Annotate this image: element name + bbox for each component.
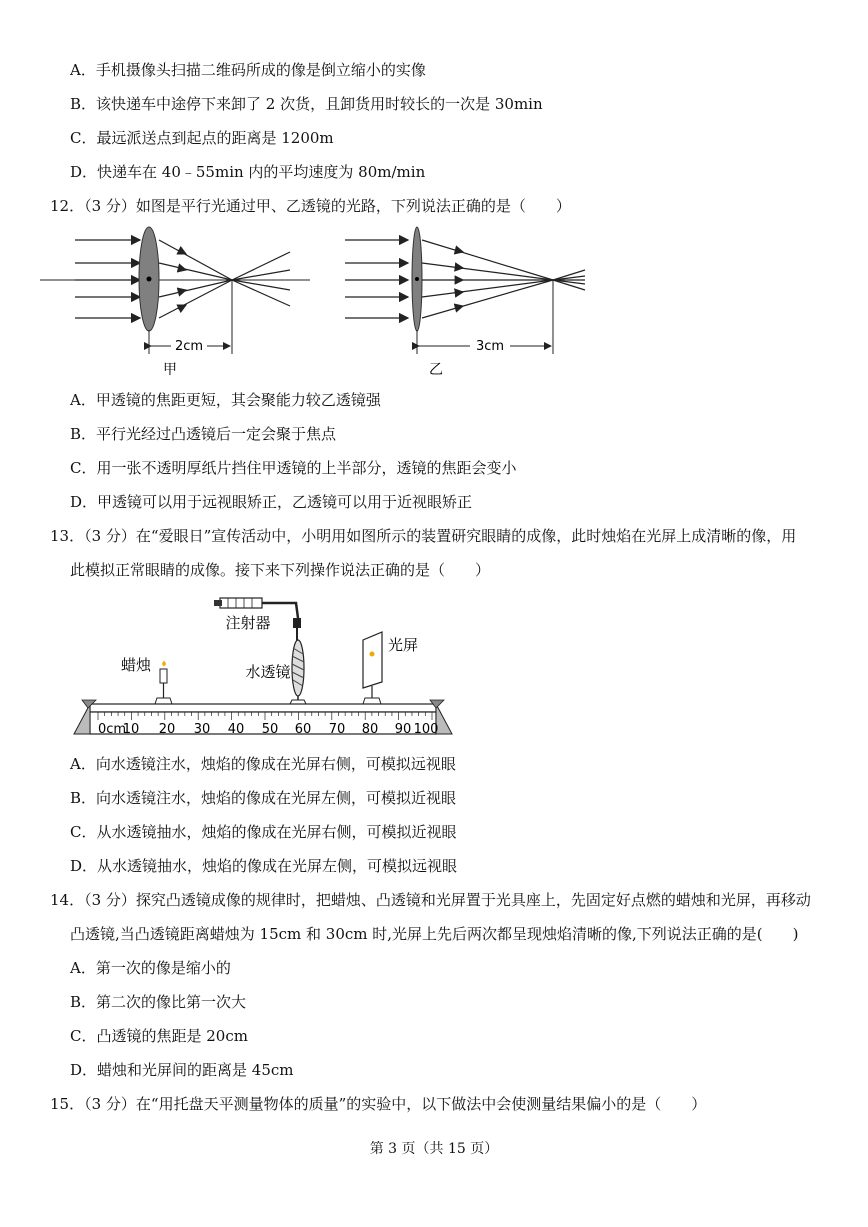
q13-stem-line2: 此模拟正常眼睛的成像。接下来下列操作说法正确的是（ ） — [70, 561, 491, 579]
q14-option-b: B．第二次的像比第一次大 — [70, 993, 247, 1011]
page-footer: 第 3 页（共 15 页） — [369, 1141, 499, 1157]
q11-option-d: D．快递车在 40﹣55min 内的平均速度为 80m/min — [70, 163, 426, 181]
candle-label: 蜡烛 — [120, 656, 152, 674]
q14-option-d: D．蜡烛和光屏间的距离是 45cm — [70, 1061, 294, 1079]
q14-stem-line2: 凸透镜,当凸透镜距离蜡烛为 15cm 和 30cm 时,光屏上先后两次都呈现烛焰清晰的像,下列说法正确的是( ) — [70, 925, 799, 943]
q12-figure — [0, 222, 620, 382]
q14-option-a: A．第一次的像是缩小的 — [70, 959, 231, 977]
lens-b-distance-label: 3cm — [475, 339, 505, 354]
q12-option-b: B．平行光经过凸透镜后一定会聚于焦点 — [70, 425, 337, 443]
q14-option-c: C．凸透镜的焦距是 20cm — [70, 1027, 248, 1045]
screen-label: 光屏 — [387, 636, 419, 654]
q12-option-a: A．甲透镜的焦距更短，其会聚能力较乙透镜强 — [70, 391, 381, 409]
q11-option-a: A．手机摄像头扫描二维码所成的像是倒立缩小的实像 — [70, 61, 426, 79]
q13-option-c: C．从水透镜抽水，烛焰的像成在光屏右侧，可模拟近视眼 — [70, 823, 457, 841]
q14-stem-line1: 14．（3 分）探究凸透镜成像的规律时，把蜡烛、凸透镜和光屏置于光具座上，先固定好点燃的蜡烛和光屏，再移动 — [50, 891, 811, 909]
q12-option-d: D．甲透镜可以用于远视眼矫正，乙透镜可以用于近视眼矫正 — [70, 493, 473, 511]
lens-a-distance-label: 2cm — [174, 339, 204, 354]
q12-option-c: C．用一张不透明厚纸片挡住甲透镜的上半部分，透镜的焦距会变小 — [70, 459, 517, 477]
lens-a-name: 甲 — [163, 362, 177, 378]
q15-stem: 15．（3 分）在“用托盘天平测量物体的质量”的实验中，以下做法中会使测量结果偏小的是（ ） — [50, 1095, 707, 1113]
light-screen-icon — [363, 632, 382, 704]
tick-40: 40 — [227, 722, 245, 737]
tick-70: 70 — [328, 722, 346, 737]
tick-90: 90 — [394, 722, 412, 737]
tick-30: 30 — [193, 722, 211, 737]
q13-stem-line1: 13．（3 分）在“爱眼日”宣传活动中，小明用如图所示的装置研究眼睛的成像，此时烛焰在光屏上成清晰的像，用 — [50, 527, 797, 545]
tick-100: 100 — [413, 722, 439, 737]
syringe-label: 注射器 — [225, 614, 271, 632]
q13-figure — [60, 590, 460, 742]
lens-b-name: 乙 — [429, 362, 443, 378]
lens-b-diagram — [345, 227, 585, 378]
tick-0: 0cm — [98, 722, 127, 737]
q11-option-c: C．最远派送点到起点的距离是 1200m — [70, 129, 334, 147]
tick-50: 50 — [261, 722, 279, 737]
lens-a-diagram — [40, 227, 310, 378]
q13-option-d: D．从水透镜抽水，烛焰的像成在光屏左侧，可模拟远视眼 — [70, 857, 458, 875]
q13-option-a: A．向水透镜注水，烛焰的像成在光屏右侧，可模拟远视眼 — [70, 755, 456, 773]
water-lens-label: 水透镜 — [245, 663, 291, 681]
tick-10: 10 — [122, 722, 140, 737]
candle-icon — [155, 661, 172, 704]
q11-option-b: B．该快递车中途停下来卸了 2 次货，且卸货用时较长的一次是 30min — [70, 95, 543, 113]
q13-option-b: B．向水透镜注水，烛焰的像成在光屏左侧，可模拟近视眼 — [70, 789, 457, 807]
tick-60: 60 — [294, 722, 312, 737]
q12-stem: 12．（3 分）如图是平行光通过甲、乙透镜的光路，下列说法正确的是（ ） — [50, 197, 571, 215]
tick-80: 80 — [361, 722, 379, 737]
tick-20: 20 — [158, 722, 176, 737]
